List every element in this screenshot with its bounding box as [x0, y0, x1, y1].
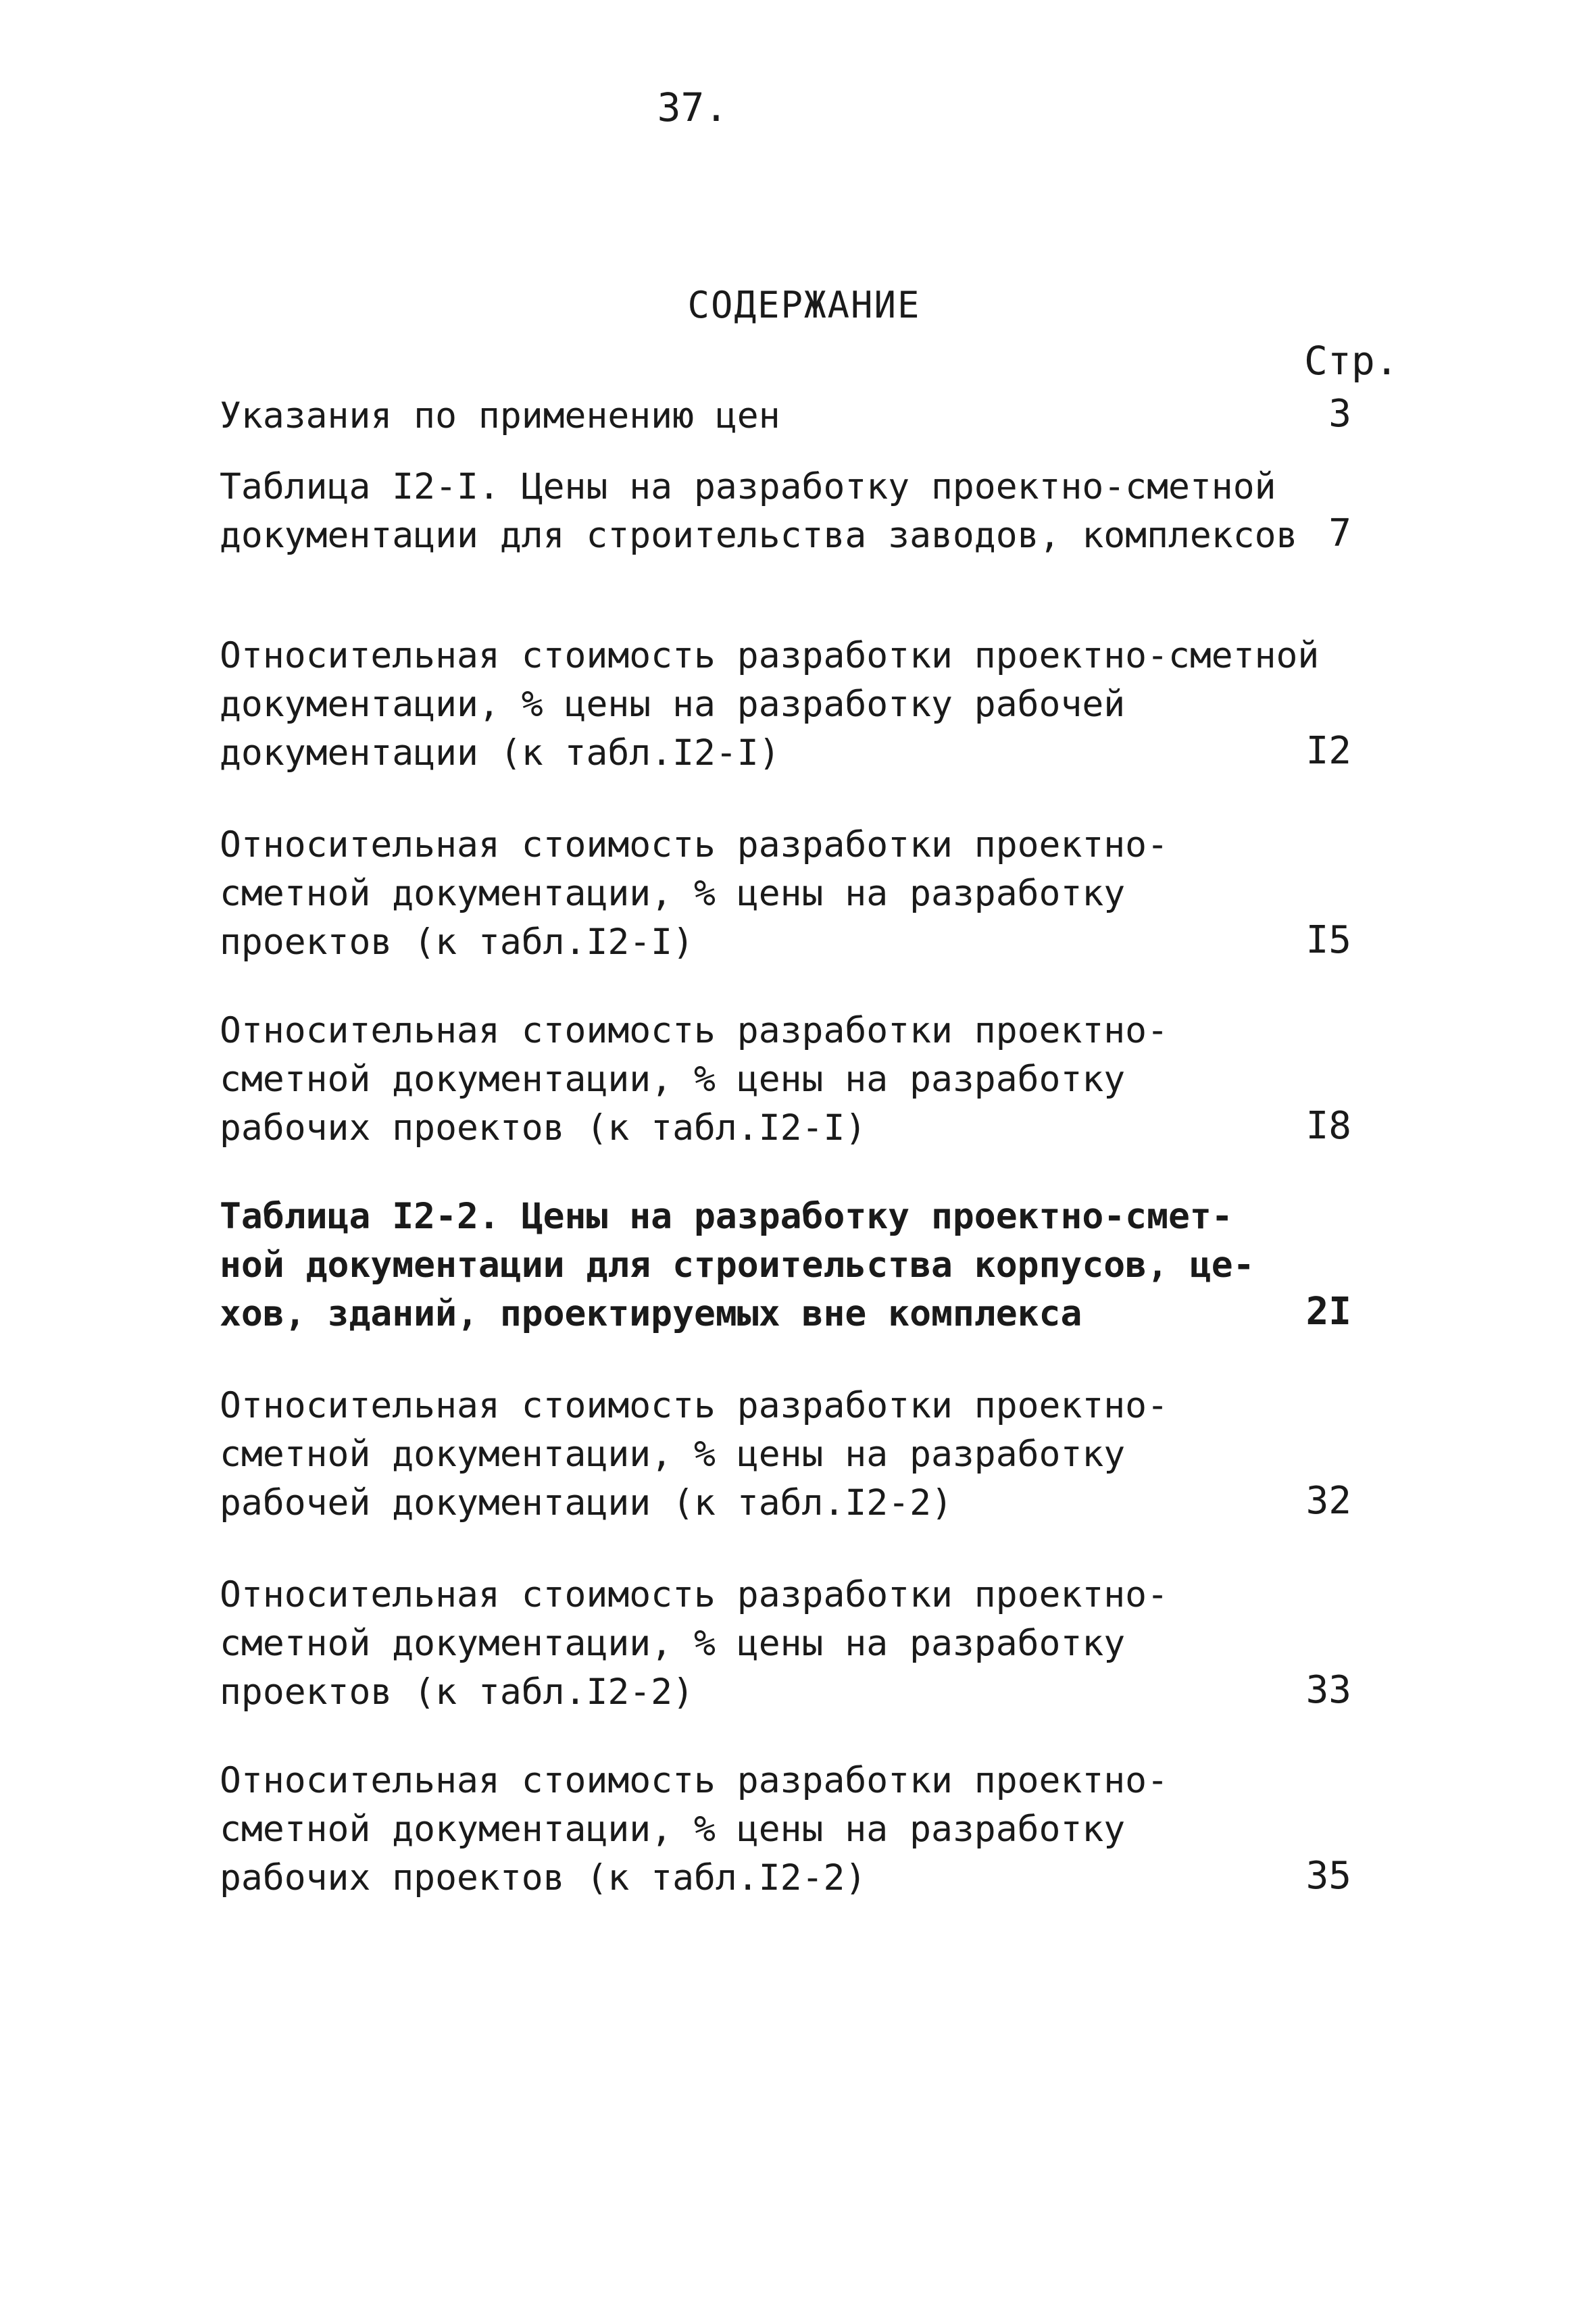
toc-entry — [220, 1757, 1301, 1903]
toc-entry-line: рабочих проектов (к табл.I2-I) — [220, 1107, 867, 1149]
toc-entry-line: рабочей документации (к табл.I2-2) — [220, 1482, 953, 1524]
toc-entry-line: Относительная стоимость разработки проектно- — [220, 824, 1168, 865]
toc-entry-line: Указания по применению цен — [220, 395, 780, 436]
toc-entry-line: сметной документации, % цены на разработку — [220, 873, 1126, 914]
toc-title: СОДЕРЖАНИЕ — [687, 284, 921, 326]
toc-entry-line: сметной документации, % цены на разработку — [220, 1809, 1126, 1850]
toc-entry-page: 33 — [1305, 1668, 1351, 1712]
toc-entry-line: документации, % цены на разработку рабочей — [220, 684, 1126, 725]
toc-entry-page: 3 — [1328, 392, 1351, 436]
page-number: 37. — [657, 84, 728, 130]
toc-entry-line: Относительная стоимость разработки проектно- — [220, 1385, 1168, 1426]
toc-entry-page: I8 — [1305, 1104, 1351, 1148]
toc-entry-line: проектов (к табл.I2-2) — [220, 1671, 694, 1713]
toc-entry-line: Таблица I2-I. Цены на разработку проектно-сметной — [220, 466, 1276, 507]
toc-entry-line: сметной документации, % цены на разработку — [220, 1059, 1126, 1100]
toc-entry-page: I2 — [1305, 729, 1351, 773]
toc-entry-page: I5 — [1305, 918, 1351, 962]
toc-entry — [220, 392, 1301, 441]
toc-entry-page: 2I — [1305, 1290, 1351, 1334]
toc-entry-page: 7 — [1328, 511, 1351, 555]
toc-entry-line: Относительная стоимость разработки проектно- — [220, 1760, 1168, 1801]
toc-entry — [220, 1007, 1301, 1153]
toc-entry-line: документации для строительства заводов, комплексов — [220, 515, 1298, 556]
toc-entry — [220, 821, 1301, 967]
toc-entry-line: рабочих проектов (к табл.I2-2) — [220, 1857, 867, 1898]
toc-entry — [220, 1571, 1301, 1717]
page-column-header: Стр. — [1304, 338, 1399, 384]
toc-entry-line: проектов (к табл.I2-I) — [220, 922, 694, 963]
toc-entry — [220, 1192, 1301, 1338]
toc-entry-line: сметной документации, % цены на разработку — [220, 1623, 1126, 1664]
toc-entry-page: 32 — [1305, 1479, 1351, 1523]
toc-entry-line: Таблица I2-2. Цены на разработку проектно-смет- — [220, 1196, 1233, 1237]
toc-entry-line: Относительная стоимость разработки проектно- — [220, 1010, 1168, 1051]
toc-entry-line: ной документации для строительства корпусов, це- — [220, 1244, 1255, 1286]
toc-entry-line: хов, зданий, проектируемых вне комплекса — [220, 1293, 1082, 1334]
toc-entry — [220, 1382, 1301, 1528]
toc-entry-line: Относительная стоимость разработки проектно- — [220, 1574, 1168, 1615]
toc-entry — [220, 463, 1301, 560]
toc-entry-line: Относительная стоимость разработки проектно-сметной — [220, 635, 1320, 676]
toc-entry-line: сметной документации, % цены на разработку — [220, 1434, 1126, 1475]
toc-entry-line: документации (к табл.I2-I) — [220, 732, 780, 774]
toc-entry-page: 35 — [1305, 1854, 1351, 1898]
toc-entry — [220, 632, 1320, 778]
